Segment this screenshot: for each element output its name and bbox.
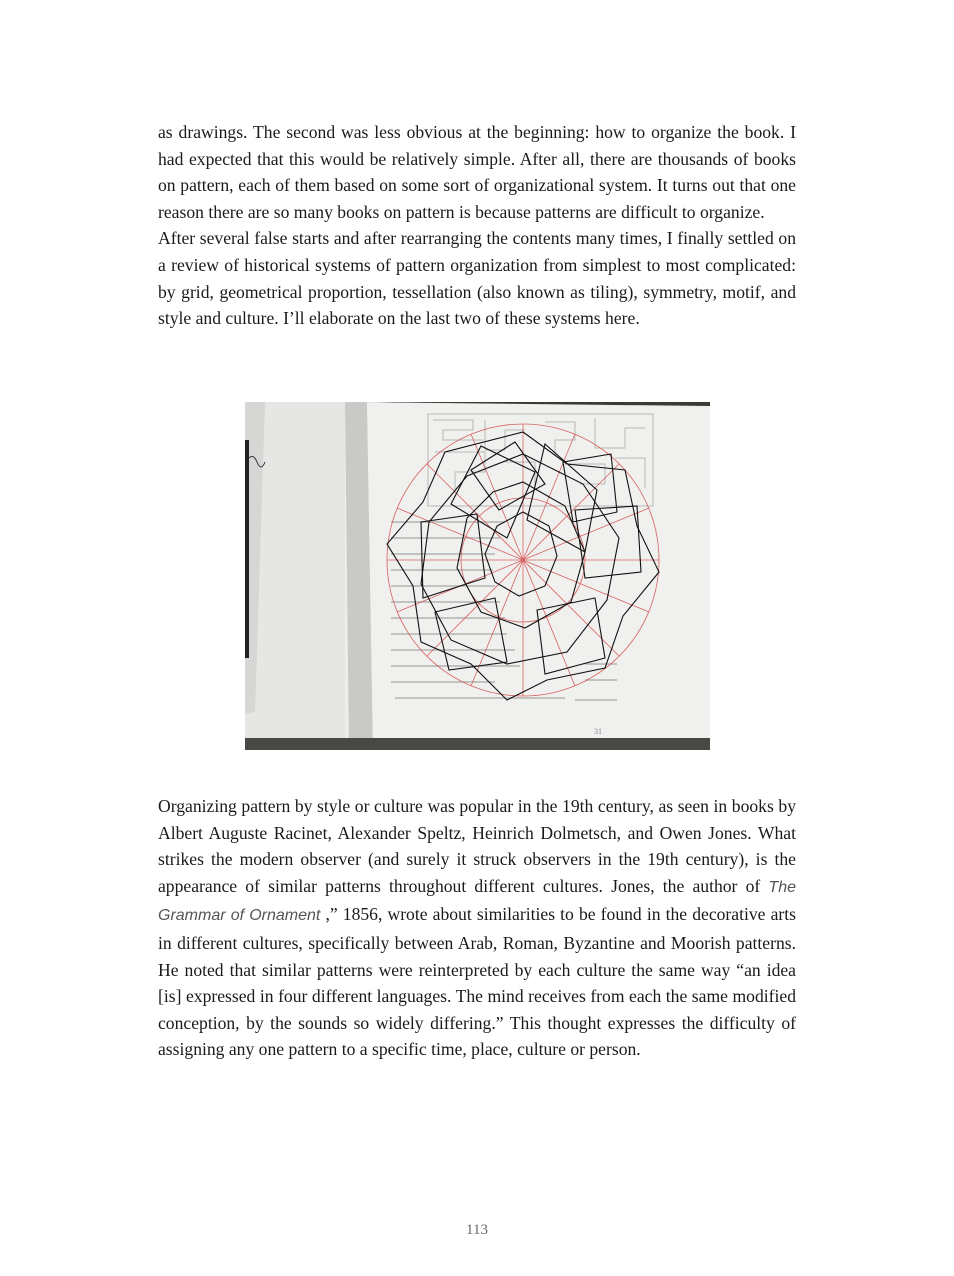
paragraph-3-after-title: ,” 1856, wrote about similarities to be found in the decorative arts in different cultures, specifically between Arab, Roman, Byzantine and Moorish patterns. He noted that similar patterns were reinterpreted by each culture the same way “an idea [is] expressed in four different languages. The mind receives from each the same modified conception, by the sounds so widely differing.” This thought expresses the difficulty of assigning any one pattern to a specific time, place, culture or person. xyxy=(158,904,796,1060)
top-text-block xyxy=(158,119,796,332)
bottom-text-block xyxy=(158,793,796,1063)
paragraph-3 xyxy=(158,793,796,1063)
page-number: 113 xyxy=(466,1222,488,1238)
paragraph-2: After several false starts and after rearranging the contents many times, I finally settled on a review of historical systems of pattern organization from simplest to most complicated: by grid, geometrical proportion, tessellation (also known as tiling), symmetry, motif, and style and culture. I’ll elaborate on the last two of these systems here. xyxy=(158,228,796,329)
book-photo-figure xyxy=(245,402,710,750)
svg-text:31: 31 xyxy=(594,727,602,736)
book-title: The Grammar of Ornament xyxy=(158,878,796,925)
paragraph-1: as drawings. The second was less obvious at the beginning: how to organize the book. I had expected that this would be relatively simple. After all, there are thousands of books on pattern, each of them based on some sort of organizational system. It turns out that one reason there are so many books on pattern is because patterns are difficult to organize. xyxy=(158,122,796,222)
open-book-illustration xyxy=(245,402,710,750)
paragraph-3-before-title: Organizing pattern by style or culture was popular in the 19th century, as seen in books by Albert Auguste Racinet, Alexander Speltz, Heinrich Dolmetsch, and Owen Jones. What strikes the modern observer (and surely it struck observers in the 19th century), is the appearance of similar patterns throughout different cultures. Jones, the author of xyxy=(158,796,796,896)
